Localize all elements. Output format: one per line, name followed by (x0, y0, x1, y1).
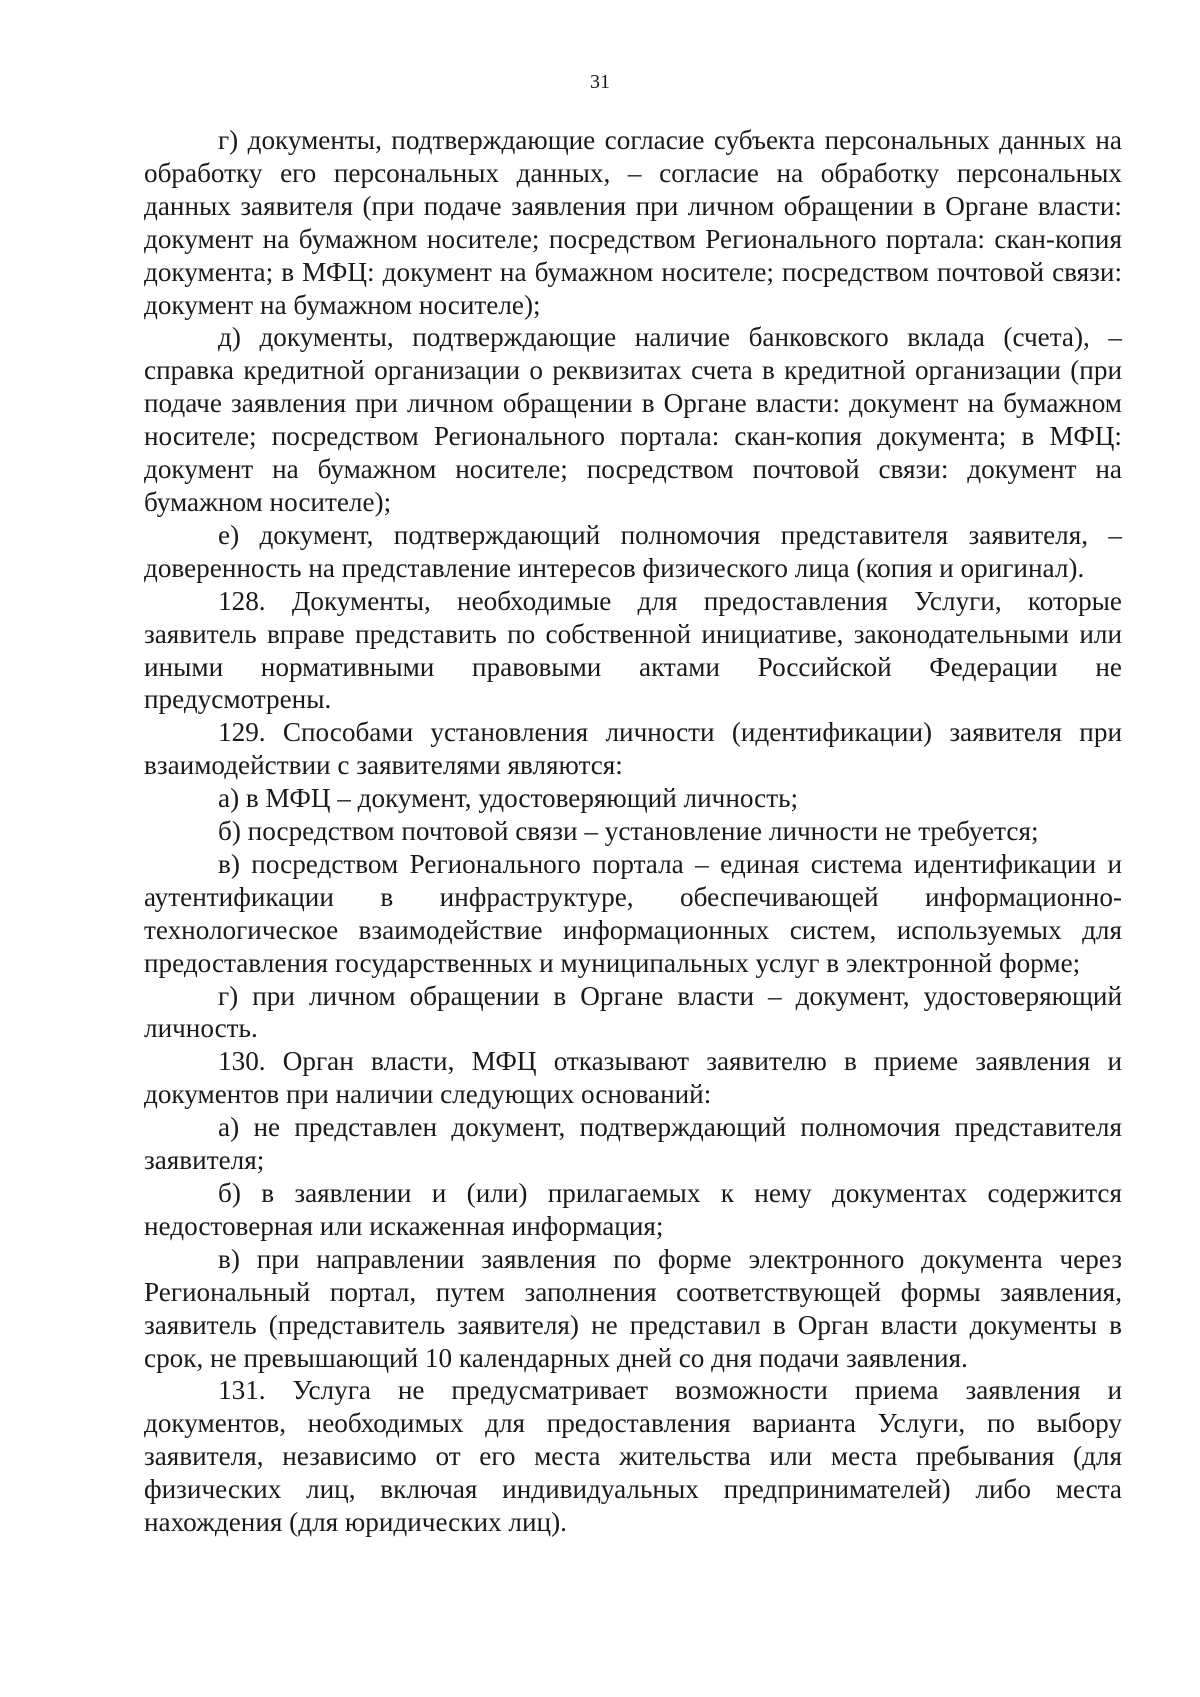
paragraph-130: 130. Орган власти, МФЦ отказывают заявителю в приеме заявления и документов при наличии следующих оснований: (144, 1046, 1122, 1110)
paragraph-129-a: а) в МФЦ – документ, удостоверяющий личность; (218, 783, 799, 814)
paragraph-131: 131. Услуга не предусматривает возможности приема заявления и документов, необходимых для предоставления варианта Услуги, по выбору заявителя, независимо от его места жительства или места пребывания (для физических лиц, включая индивидуальных предпринимателей) либо места нахождения (для юридических лиц). (144, 1375, 1122, 1538)
paragraph-129-v: в) посредством Регионального портала – единая система идентификации и аутентификации в инфраструктуре, обеспечивающей информационно-технологическое взаимодействие информационных систем, используемых для предоставления государственных и муниципальных услуг в электронной форме; (144, 848, 1122, 978)
paragraph-130-b: б) в заявлении и (или) прилагаемых к нему документах содержится недостоверная или искаженная информация; (144, 1178, 1122, 1241)
document-body (144, 124, 1122, 1539)
paragraph-g-consent-documents: г) документы, подтверждающие согласие субъекта персональных данных на обработку его персональных данных, – согласие на обработку персональных данных заявителя (при подаче заявления при личном обращении в Органе власти: документ на бумажном носителе; посредством Регионального портала: скан-копия документа; в МФЦ: документ на бумажном носителе; посредством почтовой связи: документ на бумажном носителе); (144, 125, 1122, 320)
paragraph-129-g: г) при личном обращении в Органе власти – документ, удостоверяющий личность. (144, 980, 1122, 1044)
paragraph-129: 129. Способами установления личности (идентификации) заявителя при взаимодействии с заявителями являются: (144, 717, 1122, 781)
paragraph-d-bank-account-documents: д) документы, подтверждающие наличие банковского вклада (счета), – справка кредитной организации о реквизитах счета в кредитной организации (при подаче заявления при личном обращении в Органе власти: документ на бумажном носителе; посредством Регионального портала: скан-копия документа; в МФЦ: документ на бумажном носителе; посредством почтовой связи: документ на бумажном носителе); (144, 322, 1122, 517)
paragraph-130-a: а) не представлен документ, подтверждающий полномочия представителя заявителя; (144, 1112, 1122, 1176)
page-number: 31 (590, 71, 610, 93)
paragraph-128: 128. Документы, необходимые для предоставления Услуги, которые заявитель вправе представить по собственной инициативе, законодательными или иными нормативными правовыми актами Российской Федерации не предусмотрены. (144, 585, 1122, 715)
paragraph-130-v: в) при направлении заявления по форме электронного документа через Региональный портал, путем заполнения соответствующей формы заявления, заявитель (представитель заявителя) не представил в Орган власти документы в срок, не превышающий 10 календарных дней со дня подачи заявления. (144, 1243, 1122, 1373)
paragraph-e-representative-authority: е) документ, подтверждающий полномочия представителя заявителя, – доверенность на представление интересов физического лица (копия и оригинал). (144, 519, 1122, 583)
paragraph-129-b: б) посредством почтовой связи – установление личности не требуется; (218, 816, 1039, 847)
